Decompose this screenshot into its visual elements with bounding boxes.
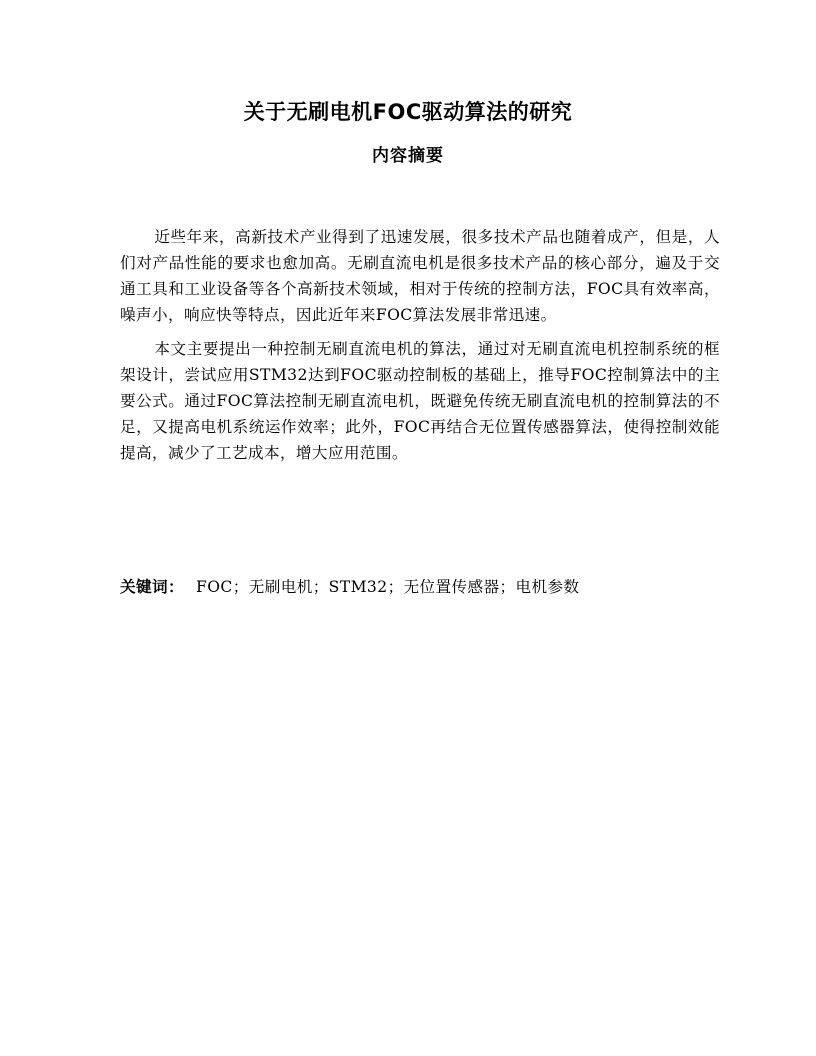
keywords-line [120, 574, 720, 600]
abstract-heading: 内容摘要 [372, 146, 444, 166]
keywords-list: FOC；无刷电机；STM32；无位置传感器；电机参数 [195, 578, 580, 596]
page-title: 关于无刷电机FOC驱动算法的研究 [243, 100, 573, 124]
abstract-paragraph-1: 近些年来，高新技术产业得到了迅速发展，很多技术产品也随着成产，但是，人们对产品性能的要求也愈加高。无刷直流电机是很多技术产品的核心部分，遍及于交通工具和工业设备等各个高新技术领域，相对于传统的控制方法，FOC具有效率高，噪声小，响应快等特点，因此近年来FOC算法发展非常迅速。 [120, 228, 720, 324]
keywords-label: 关键词： [120, 578, 184, 596]
abstract-paragraph-2: 本文主要提出一种控制无刷直流电机的算法，通过对无刷直流电机控制系统的框架设计，尝试应用STM32达到FOC驱动控制板的基础上，推导FOC控制算法中的主要公式。通过FOC算法控制无刷直流电机，既避免传统无刷直流电机的控制算法的不足，又提高电机系统运作效率；此外，FOC再结合无位置传感器算法，使得控制效能提高，减少了工艺成本，增大应用范围。 [120, 340, 720, 462]
abstract-body [120, 224, 720, 474]
